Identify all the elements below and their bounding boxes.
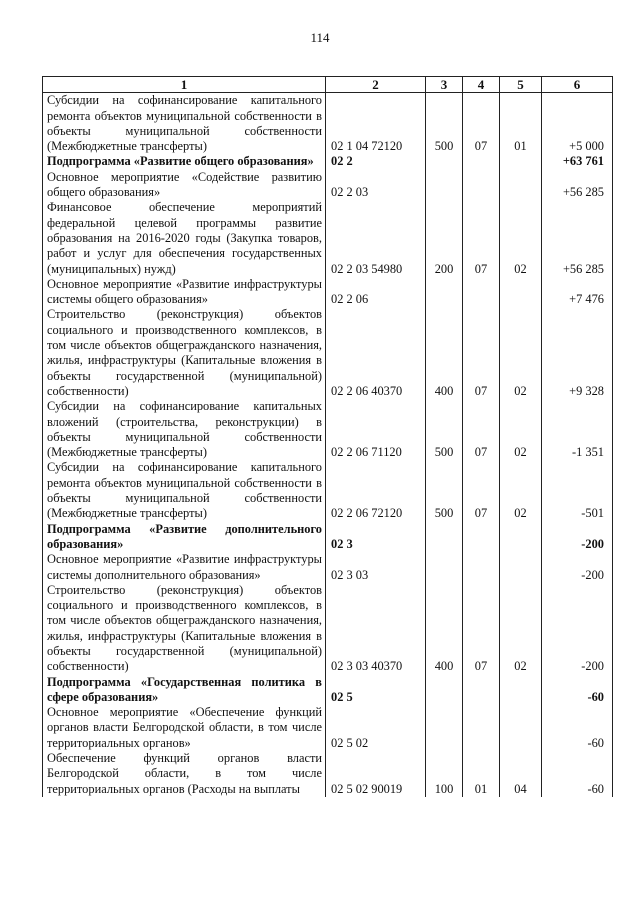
row-code: 02 2 06 71120 — [326, 399, 426, 460]
row-amount: -60 — [542, 751, 613, 797]
row-description: Основное мероприятие «Содействие развитию общего образования» — [43, 170, 326, 201]
column-header: 3 — [426, 77, 463, 93]
row-code: 02 2 03 54980 — [326, 200, 426, 276]
row-subsection — [500, 675, 542, 706]
row-subsection: 02 — [500, 307, 542, 399]
row-subsection: 04 — [500, 751, 542, 797]
row-section — [463, 154, 500, 169]
row-code: 02 2 06 — [326, 277, 426, 308]
row-amount: +56 285 — [542, 170, 613, 201]
row-description: Основное мероприятие «Обеспечение функций органов власти Белгородской области, в том числе территориальных органов» — [43, 705, 326, 751]
row-expense-type: 200 — [426, 200, 463, 276]
row-amount: -60 — [542, 675, 613, 706]
row-expense-type: 400 — [426, 307, 463, 399]
row-amount: +63 761 — [542, 154, 613, 169]
row-section — [463, 705, 500, 751]
row-expense-type: 500 — [426, 399, 463, 460]
row-code: 02 3 — [326, 522, 426, 553]
row-subsection: 02 — [500, 583, 542, 675]
row-section — [463, 522, 500, 553]
row-subsection — [500, 154, 542, 169]
row-section — [463, 552, 500, 583]
row-amount: -200 — [542, 552, 613, 583]
row-section: 07 — [463, 583, 500, 675]
table-row — [43, 552, 613, 583]
table-row — [43, 170, 613, 201]
table-row — [43, 93, 613, 155]
row-section: 07 — [463, 460, 500, 521]
row-code: 02 5 02 — [326, 705, 426, 751]
row-section: 07 — [463, 200, 500, 276]
row-expense-type: 500 — [426, 93, 463, 155]
row-expense-type — [426, 675, 463, 706]
row-code: 02 2 06 40370 — [326, 307, 426, 399]
table-row — [43, 460, 613, 521]
table-row — [43, 307, 613, 399]
row-description: Обеспечение функций органов власти Белгородской области, в том числе территориальных органов (Расходы на выплаты — [43, 751, 326, 797]
row-expense-type: 400 — [426, 583, 463, 675]
column-header: 2 — [326, 77, 426, 93]
row-expense-type — [426, 552, 463, 583]
table-row — [43, 277, 613, 308]
row-amount: -60 — [542, 705, 613, 751]
row-amount: -1 351 — [542, 399, 613, 460]
row-expense-type — [426, 154, 463, 169]
table-row — [43, 522, 613, 553]
row-expense-type — [426, 170, 463, 201]
column-header: 1 — [43, 77, 326, 93]
table-row — [43, 154, 613, 169]
row-code: 02 5 02 90019 — [326, 751, 426, 797]
row-subsection — [500, 277, 542, 308]
page-number: 114 — [310, 30, 330, 45]
row-amount: +9 328 — [542, 307, 613, 399]
row-section: 07 — [463, 399, 500, 460]
table-row — [43, 705, 613, 751]
row-expense-type: 100 — [426, 751, 463, 797]
row-section: 07 — [463, 93, 500, 155]
column-header: 4 — [463, 77, 500, 93]
row-amount: -200 — [542, 583, 613, 675]
row-subsection: 01 — [500, 93, 542, 155]
row-code: 02 2 — [326, 154, 426, 169]
row-amount: +7 476 — [542, 277, 613, 308]
row-subsection — [500, 705, 542, 751]
row-subsection — [500, 552, 542, 583]
row-amount: -501 — [542, 460, 613, 521]
row-section: 01 — [463, 751, 500, 797]
row-code: 02 5 — [326, 675, 426, 706]
row-description: Основное мероприятие «Развитие инфраструктуры системы дополнительного образования» — [43, 552, 326, 583]
row-section: 07 — [463, 307, 500, 399]
row-section — [463, 277, 500, 308]
row-subsection — [500, 522, 542, 553]
row-amount: -200 — [542, 522, 613, 553]
row-section — [463, 170, 500, 201]
row-amount: +56 285 — [542, 200, 613, 276]
row-code: 02 2 03 — [326, 170, 426, 201]
table-row — [43, 200, 613, 276]
row-code: 02 1 04 72120 — [326, 93, 426, 155]
table-row — [43, 751, 613, 797]
row-description: Строительство (реконструкция) объектов социального и производственного комплексов, в том числе объектов общегражданского назначения, жилья, инфраструктуры (Капитальные вложения в объекты государственной (муниципальной) собственности) — [43, 583, 326, 675]
row-subsection: 02 — [500, 460, 542, 521]
row-subsection: 02 — [500, 399, 542, 460]
row-expense-type — [426, 705, 463, 751]
row-code: 02 3 03 40370 — [326, 583, 426, 675]
budget-table — [42, 76, 613, 797]
row-description: Строительство (реконструкция) объектов социального и производственного комплексов, в том числе объектов общегражданского назначения, жилья, инфраструктуры (Капитальные вложения в объекты государственной (муниципальной) собственности) — [43, 307, 326, 399]
row-expense-type — [426, 277, 463, 308]
row-expense-type: 500 — [426, 460, 463, 521]
row-subsection — [500, 170, 542, 201]
row-amount: +5 000 — [542, 93, 613, 155]
row-description: Финансовое обеспечение мероприятий федеральной целевой программы развитие образования на 2016-2020 годы (Закупка товаров, работ и услуг для обеспечения государственных (муниципальных) нужд) — [43, 200, 326, 276]
row-description: Субсидии на софинансирование капитального ремонта объектов муниципальной собственности в объекты муниципальной собственности (Межбюджетные трансферты) — [43, 93, 326, 155]
row-description: Подпрограмма «Государственная политика в сфере образования» — [43, 675, 326, 706]
table-body — [43, 93, 613, 797]
row-code: 02 3 03 — [326, 552, 426, 583]
row-subsection: 02 — [500, 200, 542, 276]
row-description: Основное мероприятие «Развитие инфраструктуры системы общего образования» — [43, 277, 326, 308]
row-description: Подпрограмма «Развитие общего образования» — [43, 154, 326, 169]
table-row — [43, 399, 613, 460]
column-header: 6 — [542, 77, 613, 93]
row-section — [463, 675, 500, 706]
row-code: 02 2 06 72120 — [326, 460, 426, 521]
table-row — [43, 675, 613, 706]
row-description: Подпрограмма «Развитие дополнительного образования» — [43, 522, 326, 553]
table-row — [43, 583, 613, 675]
row-expense-type — [426, 522, 463, 553]
table-header-row — [43, 77, 613, 93]
column-header: 5 — [500, 77, 542, 93]
row-description: Субсидии на софинансирование капитальных вложений (строительства, реконструкции) в объекты муниципальной собственности (Межбюджетные трансферты) — [43, 399, 326, 460]
row-description: Субсидии на софинансирование капитального ремонта объектов муниципальной собственности в объекты муниципальной собственности (Межбюджетные трансферты) — [43, 460, 326, 521]
